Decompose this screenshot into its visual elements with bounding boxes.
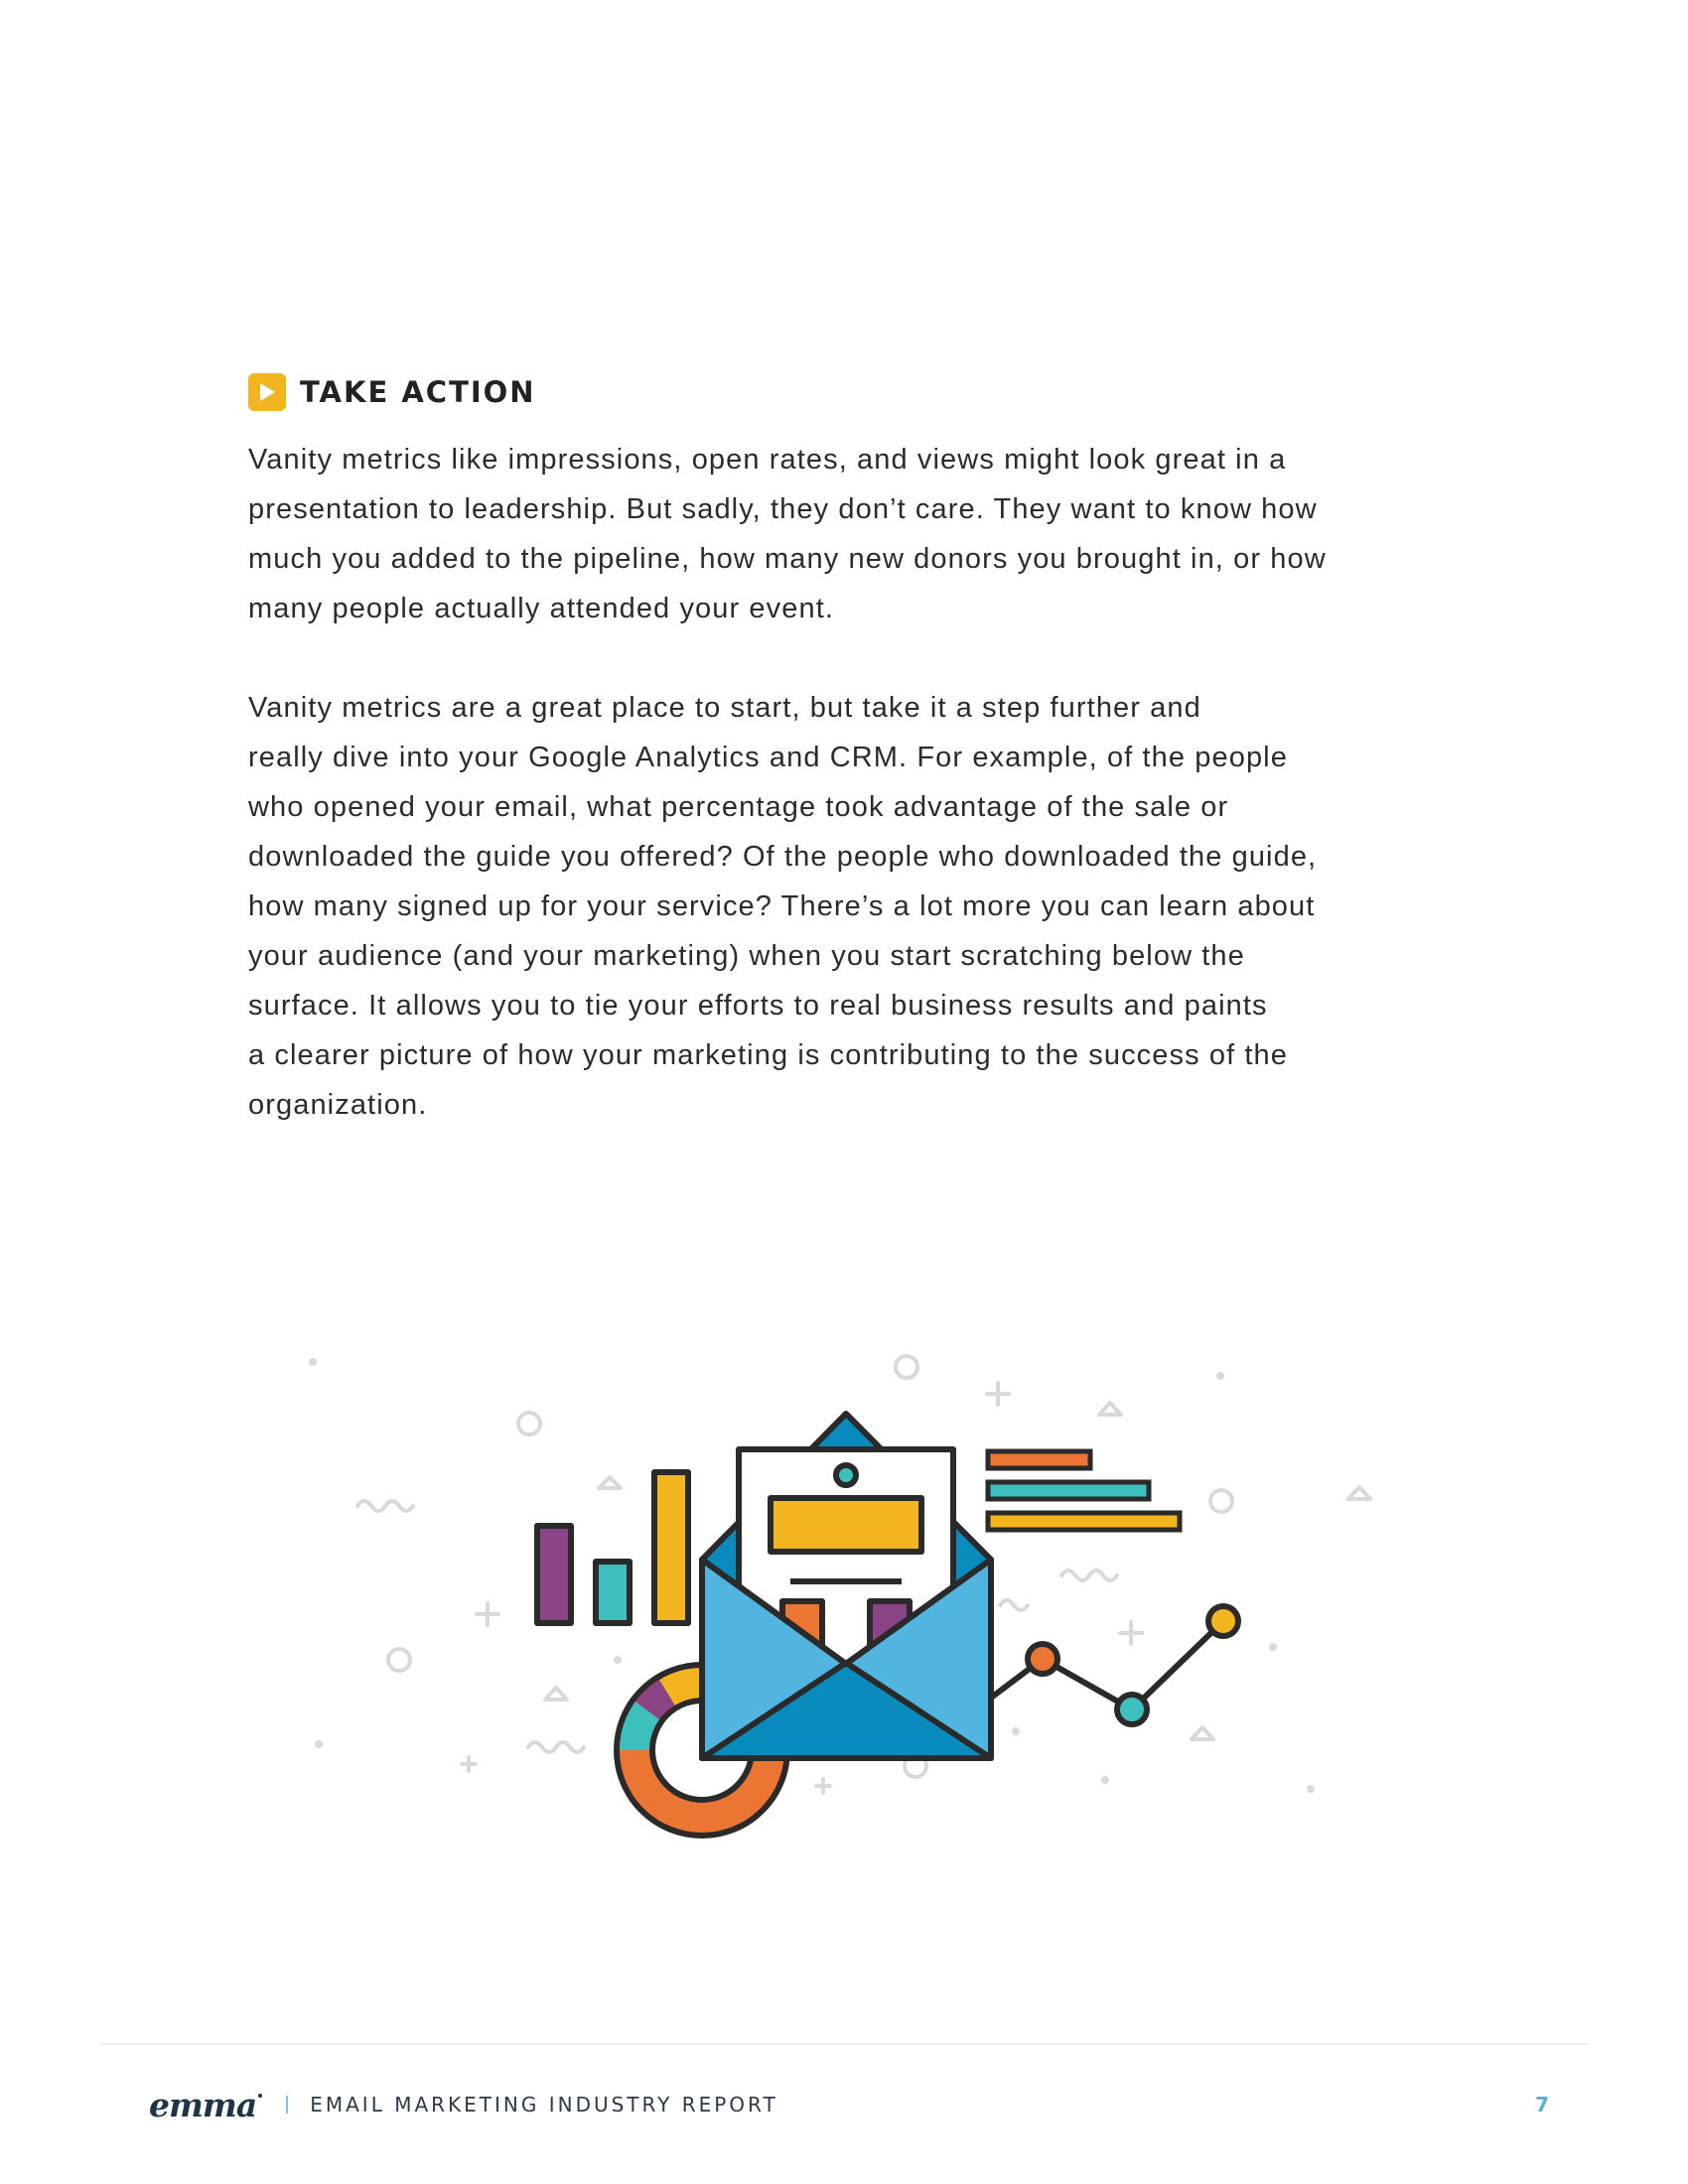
play-icon bbox=[248, 373, 286, 411]
paragraph-line: really dive into your Google Analytics and CRM. For example, of the people bbox=[248, 742, 1288, 773]
email-analytics-illustration bbox=[0, 1291, 1688, 1886]
paragraph-line: downloaded the guide you offered? Of the people who downloaded the guide, bbox=[248, 841, 1318, 873]
paragraph-dive-deeper bbox=[248, 683, 1470, 1130]
section-heading bbox=[248, 371, 536, 413]
footer-separator bbox=[286, 2096, 288, 2114]
paragraph-line: your audience (and your marketing) when you start scratching below the bbox=[248, 940, 1245, 972]
page-number: 7 bbox=[1535, 2093, 1549, 2116]
paragraph-line: who opened your email, what percentage took advantage of the sale or bbox=[248, 791, 1229, 823]
footer bbox=[149, 2085, 1549, 2124]
paragraph-line: how many signed up for your service? There’s a lot more you can learn about bbox=[248, 890, 1316, 922]
line-chart-icon bbox=[978, 1606, 1238, 1724]
paragraph-line: presentation to leadership. But sadly, they don’t care. They want to know how bbox=[248, 493, 1318, 525]
paragraph-line: organization. bbox=[248, 1089, 428, 1121]
paragraph-line: Vanity metrics like impressions, open rates, and views might look great in a bbox=[248, 444, 1287, 476]
paragraph-line: much you added to the pipeline, how many new donors you brought in, or how bbox=[248, 543, 1327, 575]
horizontal-bars-icon bbox=[988, 1451, 1180, 1530]
report-title: EMAIL MARKETING INDUSTRY REPORT bbox=[310, 2093, 778, 2116]
footer-divider bbox=[99, 2043, 1589, 2045]
emma-logo bbox=[149, 2086, 262, 2124]
section-title: TAKE ACTION bbox=[300, 375, 536, 409]
logo-text: emma bbox=[149, 2085, 257, 2124]
bar-chart-icon bbox=[537, 1472, 688, 1623]
paragraph-line: a clearer picture of how your marketing is contributing to the success of the bbox=[248, 1039, 1289, 1071]
envelope-icon bbox=[702, 1414, 991, 1758]
paragraph-line: many people actually attended your event. bbox=[248, 593, 835, 624]
paragraph-vanity-metrics bbox=[248, 435, 1470, 633]
paragraph-line: Vanity metrics are a great place to start, but take it a step further and bbox=[248, 692, 1201, 724]
body-copy bbox=[248, 435, 1470, 1130]
paragraph-line: surface. It allows you to tie your efforts to real business results and paints bbox=[248, 990, 1268, 1022]
logo-dot bbox=[258, 2094, 262, 2098]
